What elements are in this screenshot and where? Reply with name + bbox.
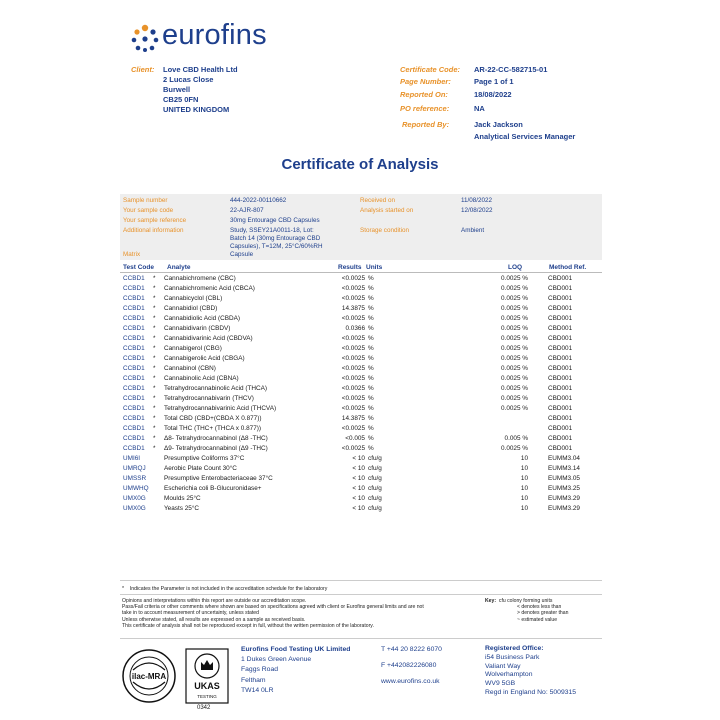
client-line: 2 Lucas Close — [163, 75, 214, 84]
accreditation-star-cell: * — [153, 415, 156, 422]
test-code-cell: CCBD1 — [123, 315, 145, 322]
unit-cell: % — [368, 305, 374, 312]
table-row — [120, 465, 602, 475]
key-line: < denotes less than — [517, 604, 562, 611]
unit-cell: % — [368, 375, 374, 382]
test-code-cell: UMI6I — [123, 455, 141, 462]
result-cell: <0.005 — [345, 435, 365, 442]
test-code-cell: CCBD1 — [123, 385, 145, 392]
lab-address-line: Feltham — [241, 676, 266, 684]
accreditation-star-cell: * — [153, 425, 156, 432]
table-row — [120, 285, 602, 295]
result-cell: <0.0025 — [341, 295, 365, 302]
lab-address-line: TW14 0LR — [241, 686, 274, 694]
method-ref-cell: EUMM3.29 — [548, 495, 580, 502]
loq-cell: 10 — [520, 465, 528, 472]
table-row — [120, 455, 602, 465]
table-row — [120, 385, 602, 395]
table-row — [120, 415, 602, 425]
website-link[interactable]: www.eurofins.co.uk — [381, 678, 440, 686]
loq-cell: 0.0025 % — [500, 305, 528, 312]
accreditation-star-cell: * — [153, 435, 156, 442]
loq-cell: 0.0025 % — [500, 365, 528, 372]
lab-address — [241, 645, 350, 696]
lab-address-line: Faggs Road — [241, 666, 279, 674]
received-label: Received on — [360, 197, 396, 204]
test-code-cell: CCBD1 — [123, 295, 145, 302]
accreditation-star-cell: * — [153, 385, 156, 392]
test-code-cell: CCBD1 — [123, 415, 145, 422]
loq-cell: 0.0025 % — [500, 285, 528, 292]
unit-cell: % — [368, 315, 374, 322]
loq-cell: 0.0025 % — [500, 315, 528, 322]
sample-reference: 30mg Entourage CBD Capsules — [230, 217, 320, 224]
storage-value: Ambient — [461, 227, 485, 234]
method-ref-cell: CBD001 — [548, 405, 573, 412]
analysis-started-date: 12/08/2022 — [461, 207, 493, 214]
table-row — [120, 275, 602, 285]
loq-cell: 0.0025 % — [500, 445, 528, 452]
test-code-cell: CCBD1 — [123, 375, 145, 382]
table-row — [120, 315, 602, 325]
additional-info-line: Batch 14 (30mg Entourage CBD — [230, 235, 321, 242]
sample-reference-label: Your sample reference — [123, 217, 187, 224]
additional-info-label: Additional information — [123, 227, 184, 234]
col-header-method: Method Ref. — [549, 264, 587, 271]
test-code-cell: CCBD1 — [123, 275, 145, 282]
method-ref-cell: CBD001 — [548, 375, 573, 382]
table-row — [120, 485, 602, 495]
result-cell: <0.0025 — [341, 345, 365, 352]
test-code-cell: CCBD1 — [123, 365, 145, 372]
table-row — [120, 505, 602, 515]
method-ref-cell: CBD001 — [548, 345, 573, 352]
test-code-cell: CCBD1 — [123, 325, 145, 332]
analyte-cell: Total THC (THC+ (THCA x 0.877)) — [164, 425, 262, 432]
result-cell: < 10 — [352, 465, 365, 472]
accreditation-star-cell: * — [153, 365, 156, 372]
analyte-cell: Yeasts 25°C — [164, 505, 200, 512]
ukas-number: 0342 — [197, 705, 211, 711]
unit-cell: % — [368, 385, 374, 392]
result-cell: <0.0025 — [341, 405, 365, 412]
test-code-cell: UMRQJ — [123, 465, 146, 472]
registered-line: Wolverhampton — [485, 671, 533, 679]
result-cell: 14.3875 — [341, 305, 365, 312]
test-code-cell: UMX0G — [123, 495, 146, 502]
unit-cell: % — [368, 285, 374, 292]
analyte-cell: Cannabidivarinic Acid (CBDVA) — [164, 335, 253, 342]
loq-cell: 0.0025 % — [500, 385, 528, 392]
accreditation-star-cell: * — [153, 445, 156, 452]
method-ref-cell: EUMM3.14 — [548, 465, 580, 472]
meta-value: Page 1 of 1 — [474, 77, 514, 86]
analyte-cell: Escherichia coli B-Glucuronidase+ — [164, 485, 262, 492]
footnote-text: Indicates the Parameter is not included in the accreditation schedule for the laboratory — [129, 586, 328, 592]
sample-number-label: Sample number — [123, 197, 168, 204]
accreditation-star-cell: * — [153, 405, 156, 412]
unit-cell: % — [368, 365, 374, 372]
method-ref-cell: CBD001 — [548, 425, 573, 432]
analyte-cell: Cannabichromenic Acid (CBCA) — [164, 285, 255, 292]
result-cell: <0.0025 — [341, 395, 365, 402]
table-row — [120, 345, 602, 355]
result-cell: < 10 — [352, 475, 365, 482]
unit-cell: % — [368, 335, 374, 342]
additional-info-line: Capsules), T=12M, 25°C/60%RH — [230, 243, 323, 250]
method-ref-cell: CBD001 — [548, 305, 573, 312]
analyte-cell: Presumptive Enterobacteriaceae 37°C — [164, 475, 273, 482]
analyte-cell: Δ8- Tetrahydrocannabinol (Δ8 -THC) — [164, 435, 268, 442]
table-row — [120, 365, 602, 375]
client-line: Love CBD Health Ltd — [163, 65, 238, 74]
unit-cell: % — [368, 435, 374, 442]
table-row — [120, 495, 602, 505]
registered-line: WV9 5GB — [485, 680, 516, 688]
matrix-label: Matrix — [123, 251, 141, 258]
method-ref-cell: EUMM3.04 — [548, 455, 580, 462]
storage-label: Storage condition — [360, 227, 410, 234]
reported-by-title: Analytical Services Manager — [474, 132, 576, 141]
unit-cell: % — [368, 395, 374, 402]
ukas-label: UKAS — [194, 681, 220, 691]
sample-code: 22-AJR-807 — [230, 207, 264, 214]
analyte-cell: Cannabicyclol (CBL) — [164, 295, 223, 302]
loq-cell: 0.0025 % — [500, 275, 528, 282]
method-ref-cell: CBD001 — [548, 295, 573, 302]
analyte-cell: Cannabidiol (CBD) — [164, 305, 218, 312]
registered-line: i54 Business Park — [485, 653, 540, 661]
meta-key: Page Number: — [400, 77, 451, 86]
method-ref-cell: CBD001 — [548, 435, 573, 442]
unit-cell: % — [368, 355, 374, 362]
client-line: UNITED KINGDOM — [163, 105, 230, 114]
ilac-mra-logo — [121, 648, 177, 704]
result-cell: 14.3875 — [341, 415, 365, 422]
unit-cell: cfu/g — [368, 455, 382, 462]
analyte-cell: Tetrahydrocannabivarin (THCV) — [164, 395, 254, 402]
method-ref-cell: CBD001 — [548, 285, 573, 292]
key-label: Key: — [485, 598, 497, 604]
table-row — [120, 425, 602, 435]
accreditation-star-cell: * — [153, 375, 156, 382]
test-code-cell: UMWHQ — [123, 485, 149, 492]
accreditation-star-cell: * — [153, 355, 156, 362]
table-row — [120, 305, 602, 315]
loq-cell: 0.0025 % — [500, 355, 528, 362]
analyte-cell: Cannabinolic Acid (CBNA) — [164, 375, 239, 382]
meta-key: Reported By: — [402, 120, 450, 129]
loq-cell: 0.0025 % — [500, 405, 528, 412]
result-cell: <0.0025 — [341, 275, 365, 282]
test-code-cell: CCBD1 — [123, 435, 145, 442]
divider — [120, 580, 602, 581]
result-cell: <0.0025 — [341, 285, 365, 292]
result-cell: < 10 — [352, 495, 365, 502]
col-header-test-code: Test Code — [123, 264, 154, 271]
ukas-logo — [185, 648, 229, 706]
divider — [120, 594, 602, 595]
disclaimer-line: Pass/Fail criteria or other comments where shown are based on specifications agreed with client or Eurofins general limits and are not — [122, 604, 424, 611]
accreditation-star-cell: * — [153, 345, 156, 352]
test-code-cell: CCBD1 — [123, 285, 145, 292]
accreditation-star-cell: * — [153, 325, 156, 332]
matrix-value: Capsule — [230, 251, 254, 258]
eurofins-dots-icon — [130, 24, 160, 54]
registered-line: Valiant Way — [485, 662, 521, 670]
meta-key: Certificate Code: — [400, 65, 461, 74]
sample-info — [120, 194, 602, 260]
analyte-cell: Cannabidiolic Acid (CBDA) — [164, 315, 241, 322]
test-code-cell: CCBD1 — [123, 445, 145, 452]
test-code-cell: CCBD1 — [123, 335, 145, 342]
unit-cell: % — [368, 425, 374, 432]
result-cell: < 10 — [352, 505, 365, 512]
col-header-analyte: Analyte — [167, 264, 191, 271]
meta-value: 18/08/2022 — [474, 90, 512, 99]
loq-cell: 0.0025 % — [500, 395, 528, 402]
sample-code-label: Your sample code — [123, 207, 174, 214]
analyte-cell: Cannabigerolic Acid (CBGA) — [164, 355, 245, 362]
unit-cell: cfu/g — [368, 475, 382, 482]
loq-cell: 0.0025 % — [500, 295, 528, 302]
loq-cell: 10 — [520, 505, 528, 512]
results-table — [120, 275, 602, 515]
method-ref-cell: CBD001 — [548, 275, 573, 282]
table-row — [120, 435, 602, 445]
analyte-cell: Moulds 25°C — [164, 495, 201, 502]
loq-cell: 10 — [520, 485, 528, 492]
accreditation-star-cell: * — [153, 275, 156, 282]
result-cell: <0.0025 — [341, 315, 365, 322]
test-code-cell: UMSSR — [123, 475, 147, 482]
meta-value: NA — [474, 104, 485, 113]
received-date: 11/08/2022 — [461, 197, 493, 204]
analyte-cell: Cannabigerol (CBG) — [164, 345, 222, 352]
loq-cell: 0.0025 % — [500, 375, 528, 382]
fax-number: F +442082226080 — [381, 662, 437, 670]
table-row — [120, 395, 602, 405]
table-row — [120, 355, 602, 365]
result-cell: <0.0025 — [341, 355, 365, 362]
loq-cell: 0.0025 % — [500, 345, 528, 352]
result-cell: <0.0025 — [341, 385, 365, 392]
key-legend — [485, 598, 568, 623]
test-code-cell: UMX0G — [123, 505, 146, 512]
analyte-cell: Tetrahydrocannabinolic Acid (THCA) — [164, 385, 268, 392]
unit-cell: % — [368, 405, 374, 412]
phone-number: T +44 20 8222 6070 — [381, 646, 442, 653]
loq-cell: 10 — [520, 455, 528, 462]
accreditation-star-cell: * — [153, 335, 156, 342]
disclaimer — [122, 598, 424, 629]
analyte-cell: Presumptive Coliforms 37°C — [164, 455, 245, 462]
method-ref-cell: EUMM3.05 — [548, 475, 580, 482]
analyte-cell: Cannabichromene (CBC) — [164, 275, 236, 282]
analyte-cell: Aerobic Plate Count 30°C — [164, 465, 237, 472]
meta-key: Reported On: — [400, 90, 448, 99]
loq-cell: 10 — [520, 475, 528, 482]
analyte-cell: Cannabidivarin (CBDV) — [164, 325, 231, 332]
accreditation-star-cell: * — [153, 285, 156, 292]
test-code-cell: CCBD1 — [123, 355, 145, 362]
registered-office — [485, 645, 576, 698]
unit-cell: % — [368, 295, 374, 302]
page-title: Certificate of Analysis — [281, 156, 439, 173]
table-row — [120, 325, 602, 335]
table-row — [120, 445, 602, 455]
accreditation-star-cell: * — [153, 295, 156, 302]
table-row — [120, 375, 602, 385]
meta-value: AR-22-CC-582715-01 — [474, 65, 548, 74]
result-cell: <0.0025 — [341, 335, 365, 342]
analyte-cell: Tetrahydrocannabivarinic Acid (THCVA) — [164, 405, 277, 412]
disclaimer-line: Opinions and interpretations within this report are outside our accreditation scope. — [122, 598, 307, 604]
result-cell: <0.0025 — [341, 365, 365, 372]
key-line: > denotes greater than — [517, 610, 569, 617]
loq-cell: 0.0025 % — [500, 325, 528, 332]
client-address — [163, 65, 238, 115]
method-ref-cell: EUMM3.25 — [548, 485, 580, 492]
client-label: Client: — [131, 65, 155, 74]
unit-cell: cfu/g — [368, 485, 382, 492]
additional-info-line: Study, SSEY21A0011-18, Lot: — [230, 227, 314, 234]
method-ref-cell: EUMM3.29 — [548, 505, 580, 512]
method-ref-cell: CBD001 — [548, 325, 573, 332]
unit-cell: % — [368, 345, 374, 352]
method-ref-cell: CBD001 — [548, 355, 573, 362]
unit-cell: % — [368, 415, 374, 422]
result-cell: <0.0025 — [341, 375, 365, 382]
col-header-loq: LOQ — [508, 264, 523, 271]
disclaimer-line: This certificate of analysis shall not be reproduced except in full, without the written permission of the laboratory. — [122, 622, 374, 629]
lab-name: Eurofins Food Testing UK Limited — [241, 646, 351, 653]
method-ref-cell: CBD001 — [548, 415, 573, 422]
analyte-cell: Total CBD (CBD+(CBDA X 0.877)) — [164, 415, 262, 422]
brand-name: eurofins — [162, 19, 267, 51]
table-row — [120, 405, 602, 415]
loq-cell: 0.0025 % — [500, 335, 528, 342]
col-header-results: Results — [338, 264, 362, 271]
meta-key: PO reference: — [400, 104, 450, 113]
client-line: CB25 0FN — [163, 95, 199, 104]
accreditation-star-cell: * — [153, 395, 156, 402]
key-line: ~ estimated value — [517, 616, 558, 623]
table-row — [120, 475, 602, 485]
unit-cell: % — [368, 275, 374, 282]
analyte-cell: Δ9- Tetrahydrocannabinol (Δ9 -THC) — [164, 445, 268, 452]
test-code-cell: CCBD1 — [123, 425, 145, 432]
client-line: Burwell — [163, 85, 191, 94]
disclaimer-line: Unless otherwise stated, all results are expressed on a sample as received basis. — [122, 616, 306, 623]
method-ref-cell: CBD001 — [548, 395, 573, 402]
divider — [120, 638, 602, 639]
registered-line: Regd in England No: 5009315 — [485, 688, 577, 696]
method-ref-cell: CBD001 — [548, 365, 573, 372]
accreditation-star-cell: * — [153, 305, 156, 312]
unit-cell: cfu/g — [368, 465, 382, 472]
result-cell: <0.0025 — [341, 425, 365, 432]
result-cell: < 10 — [352, 455, 365, 462]
unit-cell: cfu/g — [368, 505, 382, 512]
registered-label: Registered Office: — [485, 645, 544, 652]
test-code-cell: CCBD1 — [123, 345, 145, 352]
lab-address-line: 1 Dukes Green Avenue — [241, 656, 312, 664]
loq-cell: 10 — [520, 495, 528, 502]
unit-cell: % — [368, 445, 374, 452]
loq-cell: 0.005 % — [504, 435, 528, 442]
result-cell: < 10 — [352, 485, 365, 492]
method-ref-cell: CBD001 — [548, 445, 573, 452]
result-cell: 0.0366 — [345, 325, 365, 332]
method-ref-cell: CBD001 — [548, 385, 573, 392]
footnote-star: * — [122, 586, 125, 592]
method-ref-cell: CBD001 — [548, 335, 573, 342]
disclaimer-line: take in to account measurement of uncertainty, unless stated — [122, 610, 259, 617]
lab-contact — [381, 645, 442, 688]
meta-value: Jack Jackson — [474, 120, 523, 129]
key-line: cfu colony forming units — [498, 598, 553, 604]
ukas-testing-label: TESTING — [197, 694, 217, 699]
sample-number: 444-2022-00110662 — [230, 197, 287, 204]
accreditation-star-cell: * — [153, 315, 156, 322]
unit-cell: % — [368, 325, 374, 332]
result-cell: <0.0025 — [341, 445, 365, 452]
test-code-cell: CCBD1 — [123, 395, 145, 402]
col-header-units: Units — [366, 264, 383, 271]
test-code-cell: CCBD1 — [123, 305, 145, 312]
footnote — [122, 586, 327, 592]
unit-cell: cfu/g — [368, 495, 382, 502]
ilac-label: ilac-MRA — [131, 672, 167, 681]
table-row — [120, 295, 602, 305]
header-divider — [120, 272, 602, 273]
table-row — [120, 335, 602, 345]
analysis-started-label: Analysis started on — [360, 207, 414, 214]
test-code-cell: CCBD1 — [123, 405, 145, 412]
analyte-cell: Cannabinol (CBN) — [164, 365, 216, 372]
method-ref-cell: CBD001 — [548, 315, 573, 322]
eurofins-logo — [130, 19, 280, 56]
